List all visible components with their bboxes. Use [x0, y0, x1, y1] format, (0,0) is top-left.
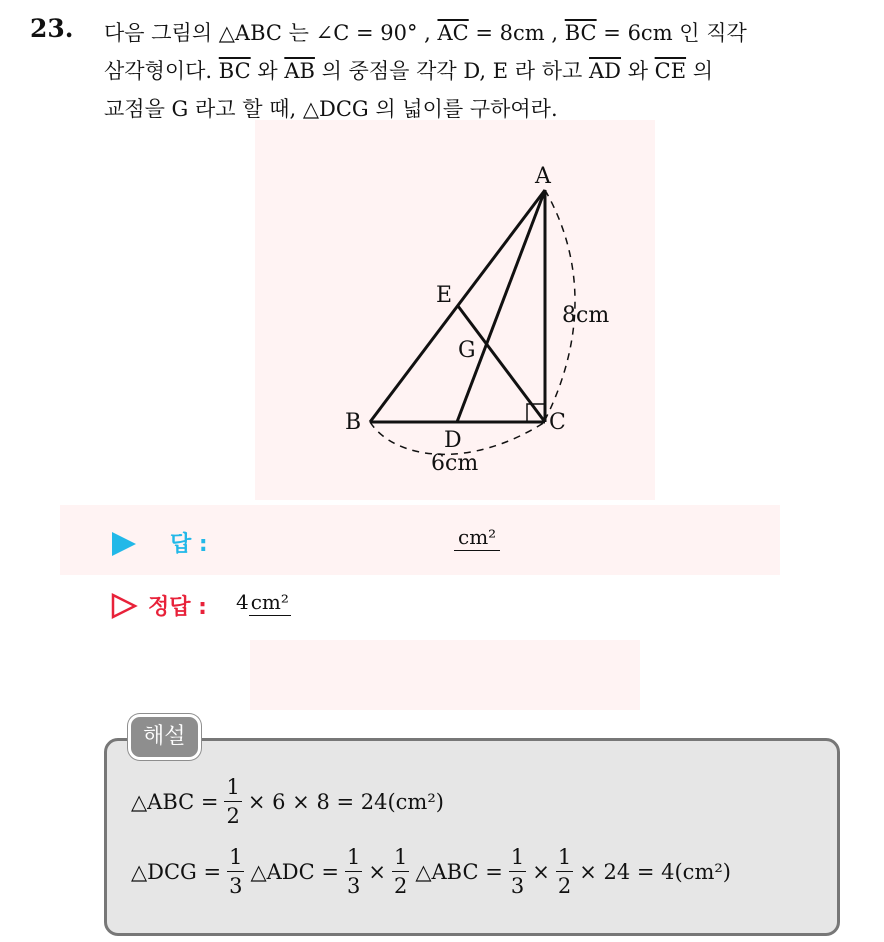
segment-ac: $\overline{AC}$ [437, 21, 469, 45]
numerator: 1 [345, 847, 362, 872]
denominator: 3 [229, 874, 243, 898]
question-number: 23. [30, 14, 74, 43]
fraction [509, 847, 526, 897]
fraction [345, 847, 362, 897]
eq-text: × [368, 860, 386, 884]
question-text-part: 의 중점을 각각 D, E 라 하고 [314, 59, 589, 83]
solution-box [104, 738, 840, 936]
eq-text: × 6 × 8 = 24(cm²) [247, 790, 444, 814]
question-line-3: 교점을 G 라고 할 때, △DCG 의 넓이를 구하여라. [104, 97, 558, 121]
solution-equation-2 [131, 847, 731, 897]
label-bc-length: 6cm [431, 451, 479, 476]
eq-text: × 24 = 4(cm²) [579, 860, 731, 884]
background-tint [250, 640, 640, 710]
solution-tag: 해설 [128, 714, 201, 760]
fraction [224, 777, 241, 827]
label-g: G [458, 338, 476, 363]
question-line-1 [104, 14, 874, 52]
play-triangle-icon [110, 530, 138, 558]
label-d: D [444, 428, 462, 453]
segment-bc: $\overline{BC}$ [564, 21, 597, 45]
label-e: E [436, 283, 453, 308]
denominator: 2 [226, 804, 240, 828]
segment-bc: $\overline{BC}$ [218, 59, 251, 83]
question-text-part: 다음 그림의 △ABC 는 ∠C = 90° , [104, 21, 438, 45]
numerator: 1 [227, 847, 244, 872]
label-b: B [345, 410, 362, 435]
numerator: 1 [392, 847, 409, 872]
question-text-part: = 6cm 인 직각 [596, 21, 747, 45]
fraction [392, 847, 409, 897]
answer-label: 답 : [170, 532, 208, 557]
correct-answer-row [110, 588, 710, 628]
fraction [227, 847, 244, 897]
correct-answer-unit: cm² [250, 590, 289, 614]
answer-row [110, 525, 710, 565]
fraction [556, 847, 573, 897]
solution-equation-1 [131, 777, 444, 827]
correct-answer-number: 4 [236, 590, 249, 614]
denominator: 3 [346, 874, 361, 898]
correct-answer-label: 정답 : [148, 595, 207, 620]
triangle-figure [300, 150, 660, 490]
numerator: 1 [224, 777, 241, 802]
question-text-part: = 8cm , [468, 21, 565, 45]
segment-ad: $\overline{AD}$ [589, 59, 622, 83]
eq-text: △ABC = [415, 860, 503, 884]
eq-text: △DCG = [131, 860, 222, 884]
question-text [104, 14, 874, 128]
question-text-part: 와 [250, 59, 285, 83]
question-line-2 [104, 52, 874, 90]
correct-answer-value [236, 590, 291, 614]
numerator: 1 [509, 847, 526, 872]
label-c: C [549, 410, 566, 435]
label-a: A [535, 164, 551, 189]
denominator: 2 [557, 874, 572, 898]
segment-ce: $\overline{CE}$ [654, 59, 687, 83]
label-ac-length: 8cm [562, 303, 610, 328]
answer-unit-blank[interactable]: cm² [454, 525, 500, 551]
eq-text: △ABC = [131, 790, 219, 814]
eq-text: × [532, 860, 550, 884]
median-ad [457, 190, 545, 422]
question-text-part: 와 [621, 59, 655, 83]
question-text-part: 삼각형이다. [104, 59, 219, 83]
segment-ab: $\overline{AB}$ [284, 59, 315, 83]
numerator: 1 [556, 847, 573, 872]
play-outline-icon [110, 592, 138, 620]
denominator: 3 [510, 874, 525, 898]
question-text-part: 의 [686, 59, 714, 83]
denominator: 2 [393, 874, 408, 898]
eq-text: △ADC = [250, 860, 339, 884]
